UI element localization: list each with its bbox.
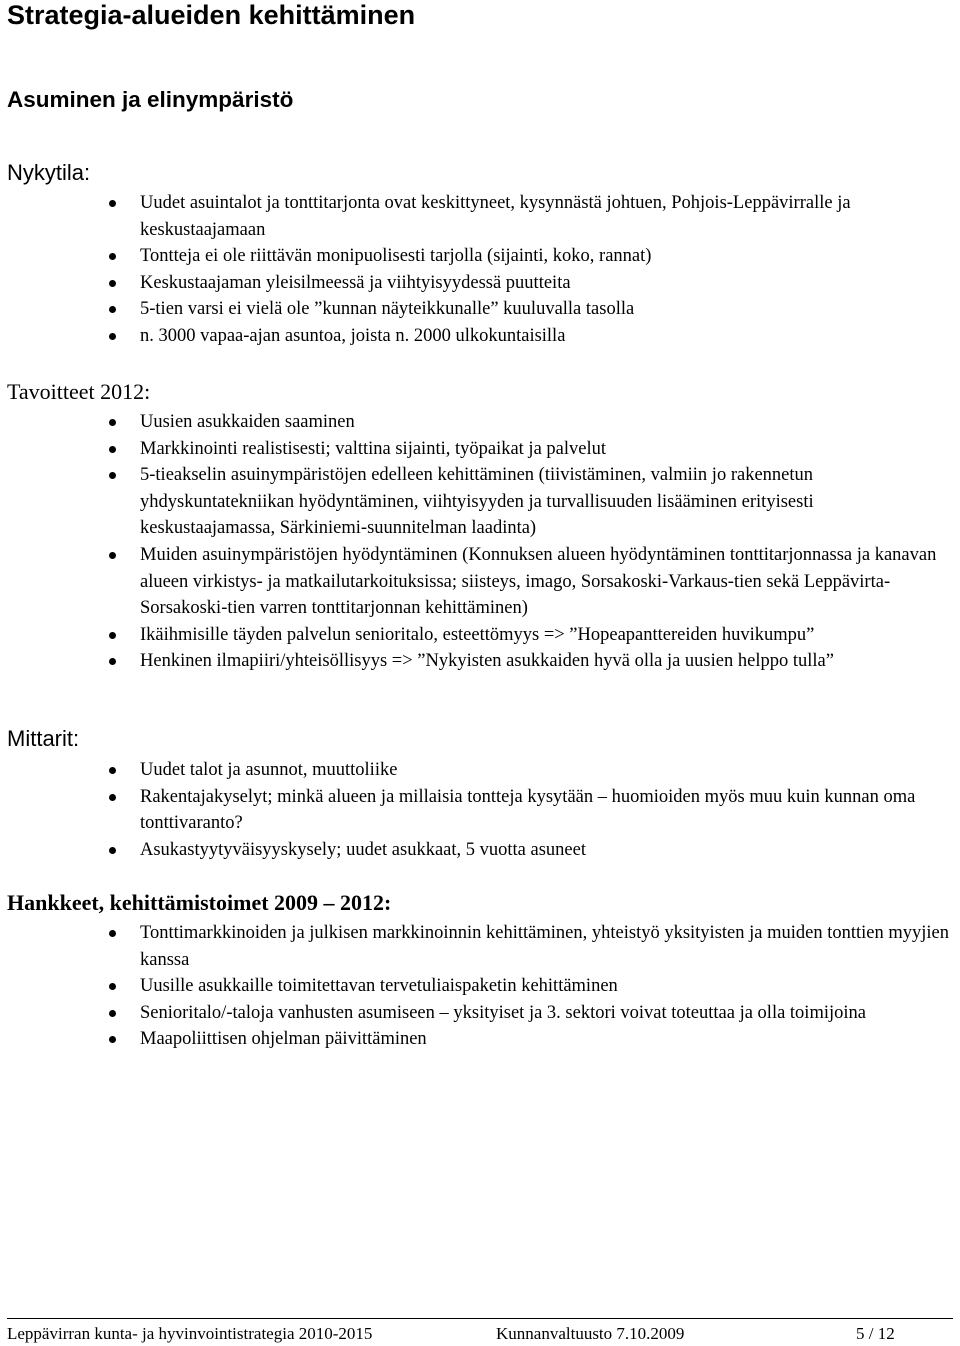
list-item: Rakentajakyselyt; minkä alueen ja millaisia tontteja kysytään – huomioiden myös muu kuin kunnan oma tonttivaranto? [0, 784, 950, 837]
section-title: Asuminen ja elinympäristö [7, 87, 294, 112]
footer-meeting-date: Kunnanvaltuusto 7.10.2009 [496, 1324, 685, 1343]
list-item: Uudet talot ja asunnot, muuttoliike [0, 757, 950, 784]
nykytila-heading: Nykytila: [7, 160, 91, 185]
list-item: Maapoliittisen ohjelman päivittäminen [0, 1026, 950, 1053]
tavoitteet-list [0, 409, 950, 675]
footer-document-name: Leppävirran kunta- ja hyvinvointistrategia 2010-2015 [7, 1324, 373, 1343]
list-item: Keskustaajaman yleisilmeessä ja viihtyisyydessä puutteita [0, 270, 950, 297]
hankkeet-heading: Hankkeet, kehittämistoimet 2009 – 2012: [7, 890, 392, 915]
mittarit-list [0, 757, 950, 863]
list-item: Henkinen ilmapiiri/yhteisöllisyys => ”Nykyisten asukkaiden hyvä olla ja uusien helppo tulla” [0, 648, 950, 675]
hankkeet-list [0, 920, 950, 1053]
footer-page-number: 5 / 12 [856, 1324, 895, 1343]
list-item: n. 3000 vapaa-ajan asuntoa, joista n. 2000 ulkokuntaisilla [0, 323, 950, 350]
list-item: Uusien asukkaiden saaminen [0, 409, 950, 436]
list-item: Muiden asuinympäristöjen hyödyntäminen (Konnuksen alueen hyödyntäminen tonttitarjonnassa ja kanavan alueen virkistys- ja matkailutarkoituksissa; siisteys, imago, Sorsakoski-Varkaus-tien sekä Leppävirta-Sorsakoski-tien varren tonttitarjonnan kehittäminen) [0, 542, 950, 622]
list-item: 5-tien varsi ei vielä ole ”kunnan näyteikkunalle” kuuluvalla tasolla [0, 296, 950, 323]
list-item: Tonttimarkkinoiden ja julkisen markkinoinnin kehittäminen, yhteistyö yksityisten ja muiden tonttien myyjien kanssa [0, 920, 950, 973]
list-item: Asukastyytyväisyyskysely; uudet asukkaat, 5 vuotta asuneet [0, 837, 950, 864]
mittarit-heading: Mittarit: [7, 726, 80, 751]
page-title: Strategia-alueiden kehittäminen [7, 0, 416, 30]
list-item: Markkinointi realistisesti; valttina sijainti, työpaikat ja palvelut [0, 436, 950, 463]
list-item: Tontteja ei ole riittävän monipuolisesti tarjolla (sijainti, koko, rannat) [0, 243, 950, 270]
tavoitteet-heading: Tavoitteet 2012: [7, 379, 151, 404]
list-item: 5-tieakselin asuinympäristöjen edelleen kehittäminen (tiivistäminen, valmiin jo rakennetun yhdyskuntatekniikan hyödyntäminen, viihtyisyyden ja turvallisuuden lisääminen erityisesti keskustaajamassa, Särkiniemi-suunnitelman laadinta) [0, 462, 950, 542]
list-item: Ikäihmisille täyden palvelun senioritalo, esteettömyys => ”Hopeapanttereiden huvikumpu” [0, 622, 950, 649]
list-item: Uusille asukkaille toimitettavan tervetuliaispaketin kehittäminen [0, 973, 950, 1000]
list-item: Uudet asuintalot ja tonttitarjonta ovat keskittyneet, kysynnästä johtuen, Pohjois-Leppävirralle ja keskustaajamaan [0, 190, 950, 243]
nykytila-list [0, 190, 950, 350]
list-item: Senioritalo/-taloja vanhusten asumiseen – yksityiset ja 3. sektori voivat toteuttaa ja olla toimijoina [0, 1000, 950, 1027]
footer-divider [7, 1318, 953, 1319]
